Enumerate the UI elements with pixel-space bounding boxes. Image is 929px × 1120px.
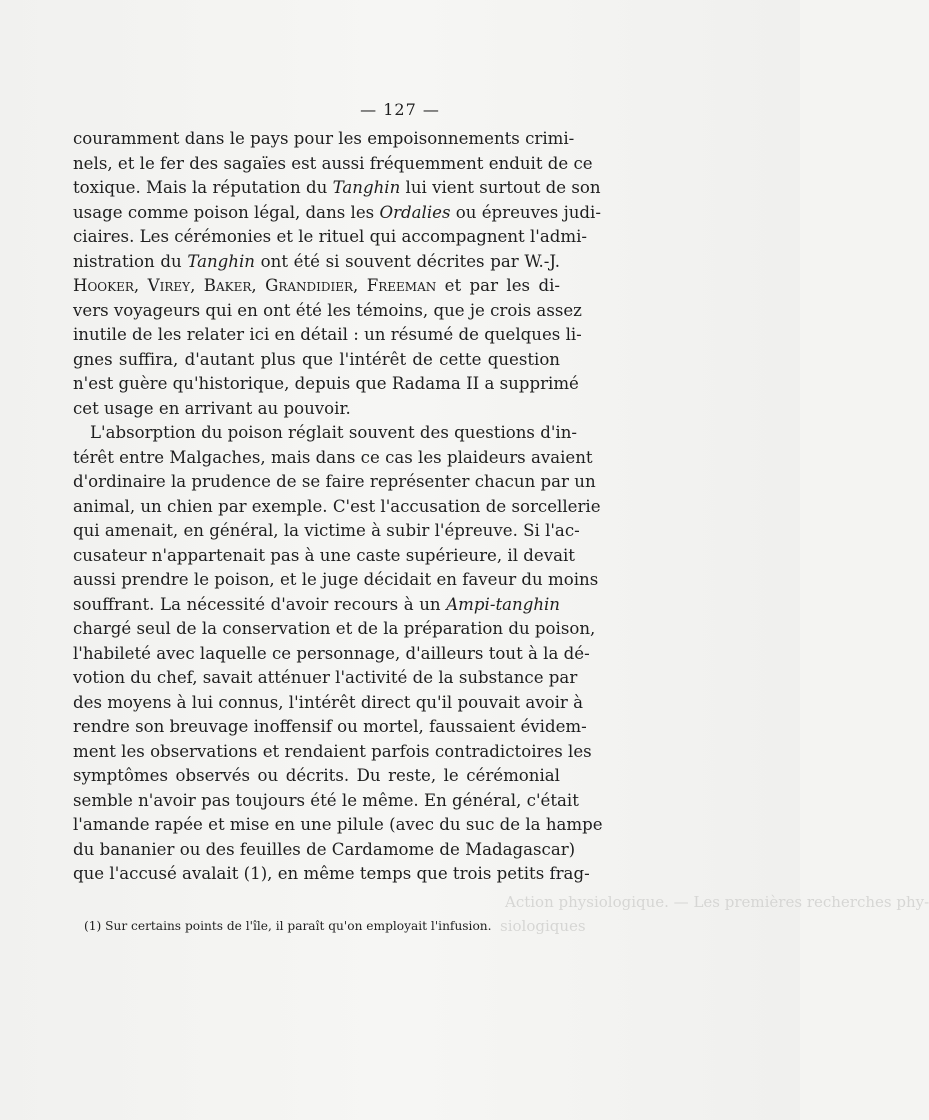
bleed-through-line-1: Action physiologique. — Les premières recherches phy- (505, 893, 929, 911)
text-run: votion du chef, savait atténuer l'activité de la substance par (73, 668, 578, 687)
text-line (73, 838, 576, 863)
text-line (73, 299, 582, 324)
text-run: nels, et le fer des sagaïes est aussi fréquemment enduit de ce (73, 153, 593, 173)
text-line (73, 446, 593, 471)
bleed-through-line-2: siologiques (500, 917, 586, 935)
text-run: ou épreuves judi- (450, 202, 601, 222)
text-run: l'amande rapée et mise en une pilule (avec du suc de la hampe (73, 815, 603, 834)
italic-term: Tanghin (187, 251, 255, 271)
text-line (73, 421, 578, 446)
text-run: L'absorption du poison réglait souvent des questions d'in- (90, 423, 578, 442)
text-run: vers voyageurs qui en ont été les témoins, que je crois assez (73, 300, 582, 320)
text-run: toxique. Mais la réputation du (73, 178, 333, 197)
text-run: , (133, 276, 148, 295)
text-line (73, 544, 575, 569)
text-run: couramment dans le pays pour les empoisonnements crimi- (73, 129, 575, 148)
text-line (73, 470, 596, 495)
italic-term: Ampi-tanghin (446, 594, 560, 614)
text-line (73, 127, 575, 152)
text-run: aussi prendre le poison, et le juge décidait en faveur du moins (73, 570, 599, 589)
text-run: gnes suffira, d'autant plus que l'intérêt de cette question (73, 349, 560, 369)
italic-term: Tanghin (332, 178, 401, 197)
text-line (73, 617, 596, 642)
text-run: n'est guère qu'historique, depuis que Radama II a supprimé (73, 374, 579, 393)
text-line (73, 691, 583, 716)
text-run: souffrant. La nécessité d'avoir recours à un (73, 594, 447, 614)
text-run: ont été si souvent décrites par W.-J. (254, 251, 560, 271)
text-run: l'habileté avec laquelle ce personnage, d'ailleurs tout à la dé- (73, 643, 590, 663)
author-name: Baker (203, 276, 252, 295)
text-run: d'ordinaire la prudence de se faire représenter chacun par un (73, 472, 596, 491)
text-line (73, 764, 560, 789)
text-run: térêt entre Malgaches, mais dans ce cas les plaideurs avaient (73, 447, 593, 467)
text-line (73, 397, 560, 422)
text-line (73, 862, 590, 887)
text-run: animal, un chien par exemple. C'est l'accusation de sorcellerie (73, 496, 601, 516)
text-line (73, 201, 601, 226)
text-run: ciaires. Les cérémonies et le rituel qui accompagnent l'admi- (73, 227, 588, 246)
body-text (73, 127, 603, 887)
text-line (73, 593, 560, 618)
text-run: , (190, 276, 204, 295)
text-run: du bananier ou des feuilles de Cardamome de Madagascar) (73, 839, 576, 859)
text-run: usage comme poison légal, dans les (73, 202, 380, 222)
author-name: Hooker (73, 276, 134, 295)
author-name: Virey (147, 276, 191, 295)
text-run: rendre son breuvage inoffensif ou mortel, faussaient évidem- (73, 717, 587, 736)
text-line (73, 176, 601, 201)
text-line (73, 225, 588, 250)
text-line (73, 250, 560, 275)
author-name: Grandidier (265, 276, 354, 295)
text-line (73, 568, 599, 593)
text-run: chargé seul de la conservation et de la préparation du poison, (73, 619, 596, 638)
text-line (73, 519, 580, 544)
text-run: nistration du (73, 251, 188, 271)
page-number: — 127 — (360, 100, 440, 119)
text-line (73, 715, 587, 740)
text-line (73, 323, 582, 348)
text-run: lui vient surtout de son (400, 178, 601, 197)
text-run: ment les observations et rendaient parfois contradictoires les (73, 741, 592, 761)
text-line (73, 740, 592, 765)
italic-term: Ordalies (379, 202, 451, 222)
text-run: inutile de les relater ici en détail : un résumé de quelques li- (73, 325, 582, 344)
text-line (73, 348, 560, 373)
text-line (73, 813, 603, 838)
text-line (73, 642, 590, 667)
text-line (73, 372, 579, 397)
text-line (73, 274, 560, 299)
author-name: Freeman (366, 276, 437, 295)
text-line (73, 152, 593, 177)
text-run: qui amenait, en général, la victime à subir l'épreuve. Si l'ac- (73, 521, 580, 540)
text-run: cusateur n'appartenait pas à une caste supérieure, il devait (73, 545, 575, 565)
text-run: et par les di- (436, 276, 560, 295)
text-run: symptômes observés ou décrits. Du reste, le cérémonial (73, 766, 560, 785)
text-line (73, 789, 579, 814)
text-run: que l'accusé avalait (1), en même temps que trois petits frag- (73, 864, 590, 883)
text-run: cet usage en arrivant au pouvoir. (73, 398, 351, 418)
text-line (73, 495, 601, 520)
footnote: (1) Sur certains points de l'île, il paraît qu'on employait l'infusion. (84, 919, 492, 933)
text-run: semble n'avoir pas toujours été le même. En général, c'était (73, 790, 579, 810)
text-line (73, 666, 578, 691)
text-run: , (353, 276, 367, 295)
text-run: des moyens à lui connus, l'intérêt direct qu'il pouvait avoir à (73, 692, 583, 712)
text-run: , (251, 276, 266, 295)
